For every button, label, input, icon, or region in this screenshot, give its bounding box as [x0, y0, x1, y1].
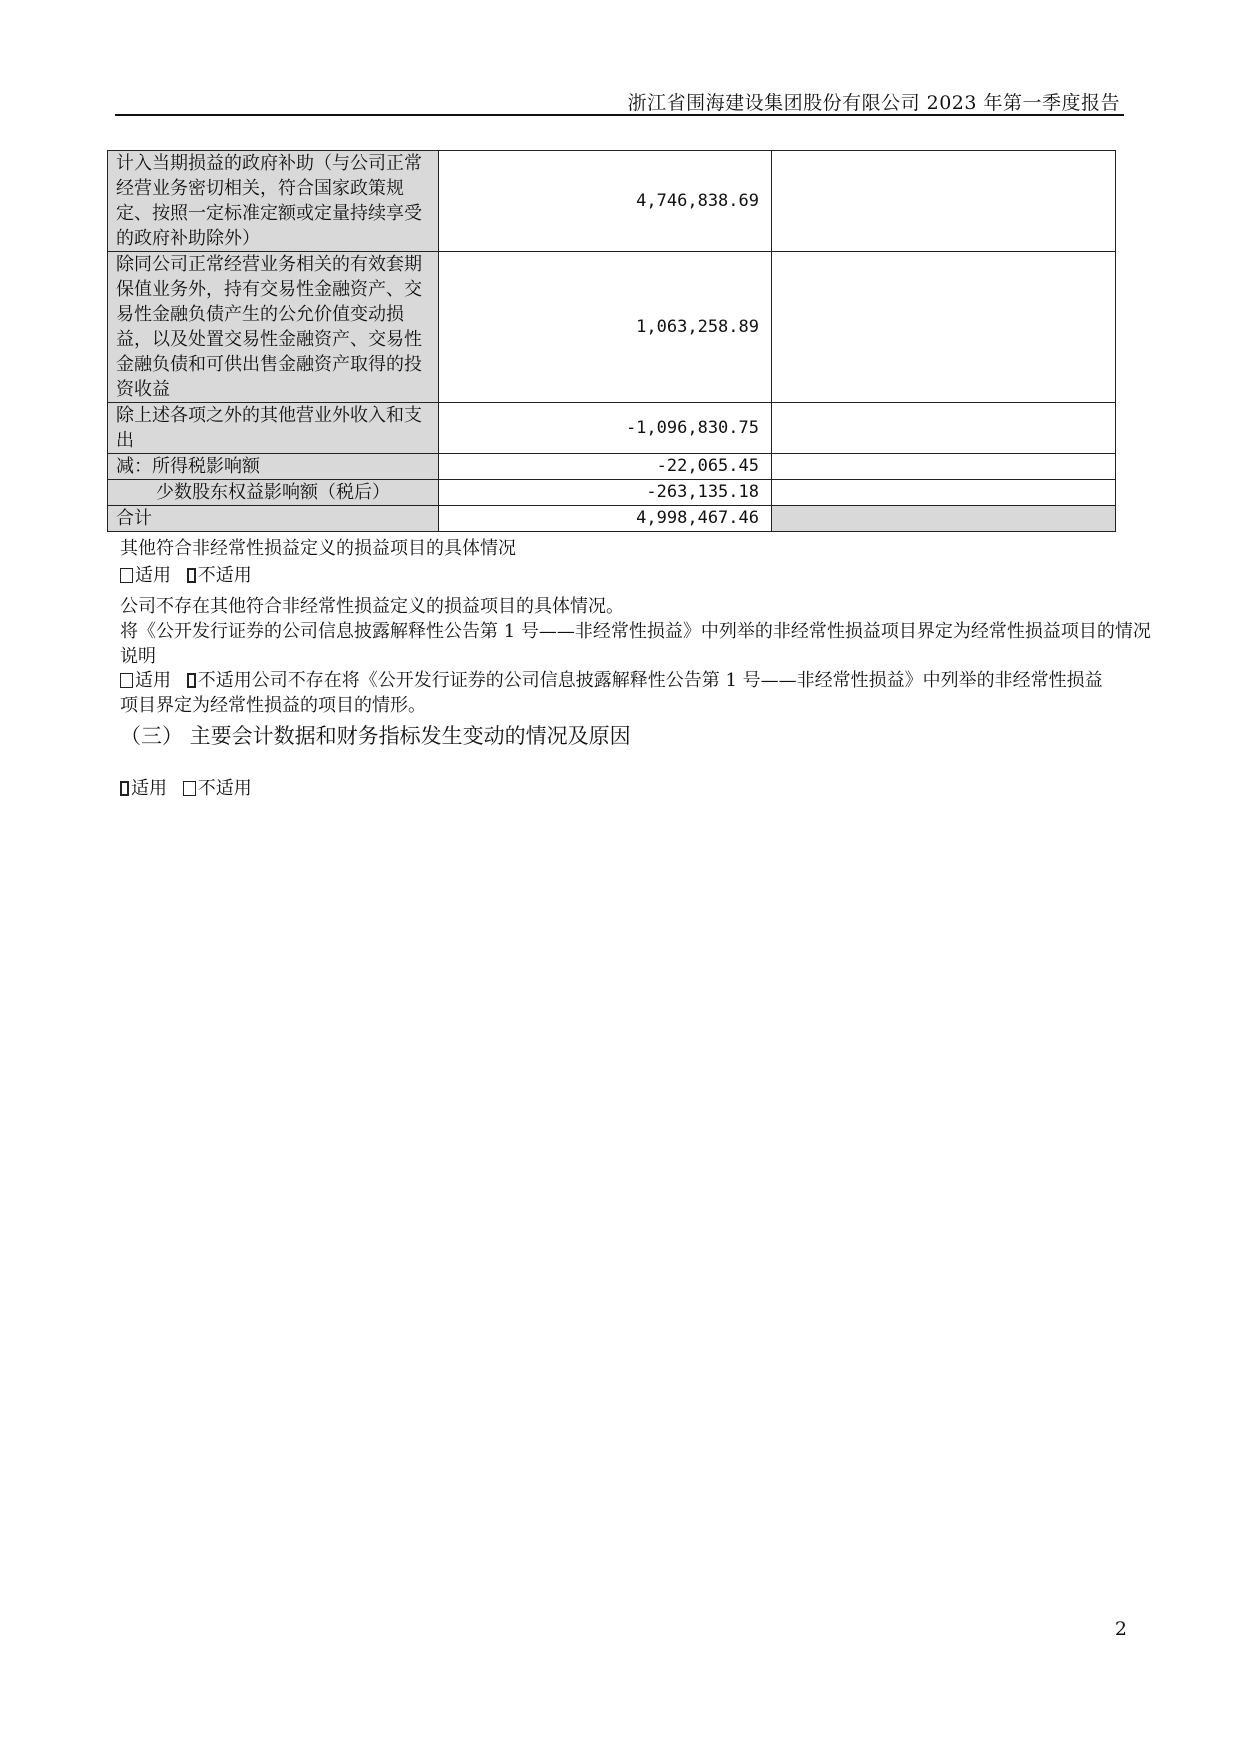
reclass-statement-text: 公司不存在将《公开发行证券的公司信息披露解释性公告第 1 号——非经常性损益》中列举的非经常性损益: [251, 670, 1103, 691]
table-row: [108, 403, 1116, 454]
option-applicable-label: 适用: [135, 565, 171, 586]
row-amount: -22,065.45: [439, 454, 772, 480]
table-row: [108, 480, 1116, 506]
row-amount: 1,063,258.89: [439, 252, 772, 403]
other-items-title: 其他符合非经常性损益定义的损益项目的具体情况: [120, 538, 516, 559]
table-row: [108, 454, 1116, 480]
report-header-title: 浙江省围海建设集团股份有限公司 2023 年第一季度报告: [627, 92, 1120, 114]
reclass-statement-line-1: [120, 668, 1103, 693]
option-not-applicable-label: 不适用: [197, 670, 252, 691]
row-note: [772, 506, 1116, 532]
option-applicable-label: 适用: [131, 778, 167, 799]
row-label: 少数股东权益影响额（税后）: [108, 480, 439, 506]
row-label: 计入当期损益的政府补助（与公司正常经营业务密切相关，符合国家政策规定、按照一定标准定额或定量持续享受的政府补助除外）: [108, 151, 439, 252]
row-amount: -263,135.18: [439, 480, 772, 506]
row-label: 除上述各项之外的其他营业外收入和支出: [108, 403, 439, 454]
section3-options: [120, 776, 252, 801]
option-not-applicable-label: 不适用: [197, 565, 252, 586]
reclass-statement-line-2: 项目界定为经常性损益的项目的情形。: [120, 695, 426, 716]
row-amount: 4,746,838.69: [439, 151, 772, 252]
row-amount: -1,096,830.75: [439, 403, 772, 454]
header-rule: [115, 114, 1124, 116]
checkbox-checked-icon: [120, 781, 129, 796]
checkbox-unchecked-icon: [120, 673, 133, 688]
row-note: [772, 454, 1116, 480]
non-recurring-items-table: [107, 150, 1116, 532]
option-applicable-label: 适用: [135, 670, 171, 691]
row-note: [772, 252, 1116, 403]
checkbox-unchecked-icon: [183, 781, 196, 796]
table-row-total: [108, 506, 1116, 532]
row-label: 合计: [108, 506, 439, 532]
checkbox-unchecked-icon: [120, 568, 133, 583]
other-items-options: [120, 563, 252, 588]
row-note: [772, 151, 1116, 252]
section-heading: （三） 主要会计数据和财务指标发生变动的情况及原因: [120, 724, 631, 748]
table-row: [108, 151, 1116, 252]
table-row: [108, 252, 1116, 403]
row-note: [772, 480, 1116, 506]
other-items-statement: 公司不存在其他符合非经常性损益定义的损益项目的具体情况。: [120, 596, 624, 617]
row-amount: 4,998,467.46: [439, 506, 772, 532]
row-note: [772, 403, 1116, 454]
checkbox-checked-icon: [187, 568, 196, 583]
checkbox-checked-icon: [187, 673, 196, 688]
option-not-applicable-label: 不适用: [197, 778, 252, 799]
row-label: 除同公司正常经营业务相关的有效套期保值业务外，持有交易性金融资产、交易性金融负债产生的公允价值变动损益，以及处置交易性金融资产、交易性金融负债和可供出售金融资产取得的投资收益: [108, 252, 439, 403]
row-label: 减：所得税影响额: [108, 454, 439, 480]
reclass-title: 将《公开发行证券的公司信息披露解释性公告第 1 号——非经常性损益》中列举的非经常性损益项目界定为经常性损益项目的情况说明: [120, 621, 1151, 667]
page-number: 2: [1114, 1618, 1127, 1640]
